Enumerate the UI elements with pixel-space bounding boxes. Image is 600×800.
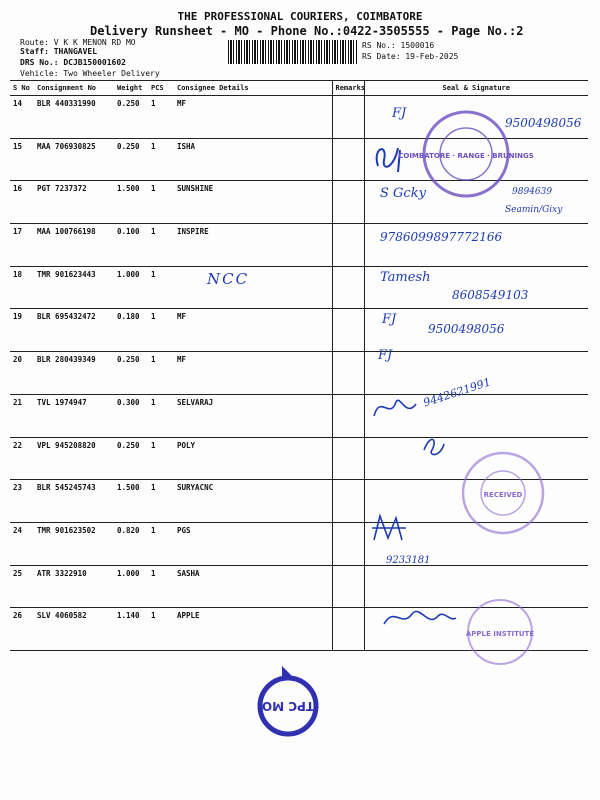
cell-consignment-no: BLR 545245743 — [34, 480, 114, 523]
cell-consignee: APPLE — [174, 608, 332, 651]
cell-pcs: 1 — [148, 437, 174, 480]
cell-consignee: SASHA — [174, 565, 332, 608]
cell-sno: 16 — [10, 181, 34, 224]
cell-weight: 1.000 — [114, 565, 148, 608]
table-header-row — [10, 81, 588, 96]
route-label: Route: V K K MENON RD MO — [20, 38, 136, 47]
cell-consignment-no: SLV 4060582 — [34, 608, 114, 651]
sig-tick-20: FJ — [378, 348, 393, 363]
stamp-mid-text: RECEIVED — [483, 491, 523, 499]
cell-consignee: MF — [174, 352, 332, 395]
cell-remarks — [332, 352, 364, 395]
cell-consignee: SURYACNC — [174, 480, 332, 523]
cell-pcs: 1 — [148, 394, 174, 437]
cell-remarks — [332, 138, 364, 181]
cell-pcs: 1 — [148, 480, 174, 523]
staff-label: Staff: THANGAVEL — [20, 47, 98, 56]
company-title: THE PROFESSIONAL COURIERS, COIMBATORE — [177, 10, 423, 23]
col-header-consignment: Consignment No — [34, 81, 114, 96]
sig-signature-16: S Gcky — [380, 186, 426, 201]
sig-phone-19: 9500498056 — [428, 322, 505, 336]
signature-22 — [418, 430, 448, 460]
cell-remarks — [332, 181, 364, 224]
rs-number: RS No.: 1500016 — [362, 41, 435, 50]
cell-weight: 0.250 — [114, 138, 148, 181]
cell-weight: 1.000 — [114, 266, 148, 309]
cell-remarks — [332, 394, 364, 437]
barcode — [228, 40, 358, 64]
cell-sno: 25 — [10, 565, 34, 608]
col-header-weight: Weight — [114, 81, 148, 96]
cell-weight: 1.500 — [114, 480, 148, 523]
cell-weight: 0.250 — [114, 96, 148, 139]
cell-weight: 0.250 — [114, 437, 148, 480]
cell-sno: 23 — [10, 480, 34, 523]
cell-consignment-no: MAA 706930825 — [34, 138, 114, 181]
cell-consignee: ISHA — [174, 138, 332, 181]
col-header-sno: S No — [10, 81, 34, 96]
cell-consignment-no: BLR 440331990 — [34, 96, 114, 139]
sig-tick-14: FJ — [392, 106, 407, 121]
cell-remarks — [332, 480, 364, 523]
cell-consignee: PGS — [174, 522, 332, 565]
handwritten-consignee: NCC — [207, 270, 250, 288]
col-header-seal: Seal & Signature — [364, 81, 588, 96]
cell-remarks — [332, 608, 364, 651]
drs-number: DRS No.: DCJB150001602 — [20, 58, 126, 67]
tpc-stamp-text: TPC MO — [261, 699, 315, 713]
signature-21 — [370, 390, 420, 426]
cell-sno: 19 — [10, 309, 34, 352]
cell-remarks — [332, 522, 364, 565]
cell-sno: 26 — [10, 608, 34, 651]
cell-consignee — [174, 266, 332, 309]
cell-remarks — [332, 224, 364, 267]
signature-26 — [380, 602, 460, 632]
stamp-bottom-text: APPLE INSTITUTE — [465, 630, 535, 638]
cell-weight: 0.180 — [114, 309, 148, 352]
cell-remarks — [332, 437, 364, 480]
cell-weight: 0.250 — [114, 352, 148, 395]
cell-consignment-no: BLR 280439349 — [34, 352, 114, 395]
sig-name-16: Seamin/Gixy — [505, 205, 563, 215]
sig-phone-25: 9233181 — [386, 555, 431, 566]
cell-sno: 21 — [10, 394, 34, 437]
table-row — [10, 352, 588, 395]
sig-name-18: Tamesh — [380, 270, 431, 285]
vehicle-label: Vehicle: Two Wheeler Delivery — [20, 69, 160, 78]
col-header-remarks: Remarks — [332, 81, 364, 96]
cell-sno: 18 — [10, 266, 34, 309]
cell-remarks — [332, 266, 364, 309]
cell-weight: 0.100 — [114, 224, 148, 267]
cell-pcs: 1 — [148, 608, 174, 651]
cell-remarks — [332, 309, 364, 352]
cell-sno: 22 — [10, 437, 34, 480]
cell-pcs: 1 — [148, 266, 174, 309]
cell-pcs: 1 — [148, 565, 174, 608]
cell-consignee: POLY — [174, 437, 332, 480]
cell-sno: 15 — [10, 138, 34, 181]
col-header-pcs: PCS — [148, 81, 174, 96]
sig-tick-19: FJ — [382, 312, 397, 327]
cell-consignee: SELVARAJ — [174, 394, 332, 437]
sig-phone-16: 9894639 — [512, 187, 553, 197]
cell-weight: 1.140 — [114, 608, 148, 651]
sig-phone-18: 8608549103 — [452, 288, 529, 302]
cell-consignee: MF — [174, 309, 332, 352]
col-header-consignee: Consignee Details — [174, 81, 332, 96]
seal-stamp-bottom — [460, 598, 540, 670]
cell-weight: 1.500 — [114, 181, 148, 224]
cell-consignee: INSPIRE — [174, 224, 332, 267]
cell-consignment-no: BLR 695432472 — [34, 309, 114, 352]
table-row — [10, 394, 588, 437]
cell-sno: 20 — [10, 352, 34, 395]
cell-consignment-no: TMR 901623443 — [34, 266, 114, 309]
cell-consignment-no: ATR 3322910 — [34, 565, 114, 608]
cell-sno: 24 — [10, 522, 34, 565]
cell-consignment-no: TVL 1974947 — [34, 394, 114, 437]
cell-remarks — [332, 96, 364, 139]
cell-weight: 0.820 — [114, 522, 148, 565]
cell-pcs: 1 — [148, 96, 174, 139]
cell-consignment-no: TMR 901623502 — [34, 522, 114, 565]
cell-consignment-no: PGT 7237372 — [34, 181, 114, 224]
cell-consignee: MF — [174, 96, 332, 139]
cell-pcs: 1 — [148, 522, 174, 565]
sig-phone-17: 9786099897772166 — [380, 230, 503, 244]
tpc-stamp — [252, 662, 324, 746]
cell-pcs: 1 — [148, 309, 174, 352]
cell-consignment-no: VPL 945208820 — [34, 437, 114, 480]
rs-date: RS Date: 19-Feb-2025 — [362, 52, 459, 61]
sig-phone-21: 9442621991 — [421, 375, 493, 410]
cell-consignee: SUNSHINE — [174, 181, 332, 224]
cell-weight: 0.300 — [114, 394, 148, 437]
cell-pcs: 1 — [148, 181, 174, 224]
stamp-top-text: COIMBATORE · RANGE · BRUNINGS — [398, 152, 534, 160]
signature-24 — [370, 512, 410, 546]
cell-sno: 14 — [10, 96, 34, 139]
runsheet-subtitle: Delivery Runsheet - MO - Phone No.:0422-3505555 - Page No.:2 — [90, 24, 524, 38]
cell-sno: 17 — [10, 224, 34, 267]
cell-consignment-no: MAA 100766198 — [34, 224, 114, 267]
sig-phone-14: 9500498056 — [505, 116, 582, 130]
cell-pcs: 1 — [148, 224, 174, 267]
cell-remarks — [332, 565, 364, 608]
seal-stamp-mid — [458, 448, 548, 538]
cell-pcs: 1 — [148, 352, 174, 395]
cell-pcs: 1 — [148, 138, 174, 181]
